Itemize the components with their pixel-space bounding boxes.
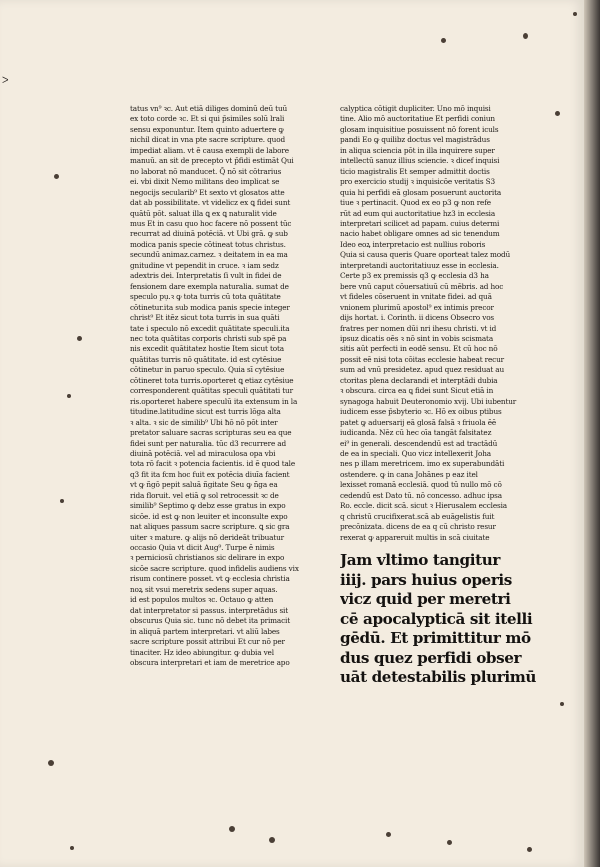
- text-line: adextris dei. Interpretatis ſi vult in fidei de: [130, 271, 282, 281]
- text-line: ex toto corde ꝛc. Et si qui p̄similes solū lrali: [130, 114, 285, 124]
- text-line: mus Et in casu quo hoc facere nō possent tūc: [130, 218, 292, 228]
- text-line: nes p illam meretricem. imo ex superabundāti: [340, 459, 505, 469]
- text-line: bere vnū caput cōuersatiuū cū mēbris. ad hoc: [340, 281, 504, 291]
- text-line: pandi Eo ꝙ quilibz doctus vel magistrādus: [340, 135, 490, 145]
- text-line: calyptica cōtigit dupliciter. Uno mō inquisi: [340, 104, 491, 113]
- text-line: in aliquā partem interpretari. vt aliū labes: [130, 626, 280, 636]
- foxing-spot: [527, 847, 532, 852]
- text-line: cedendū est Dato tū. nō concesso. adhuc ipsa: [340, 490, 502, 500]
- text-line: precōnizata. dicens de ea q cū christo resur: [340, 522, 496, 532]
- text-line: sicōe. id est ꝙ non leuiter et inconsulte expo: [130, 511, 288, 521]
- foxing-spot: [523, 33, 528, 39]
- text-line: christ⁹ Et itēz sicut tota turris in sua quāti: [130, 313, 280, 323]
- text-line: tine. Alio mō auctoritatiue Et perfidi coniun: [340, 114, 495, 124]
- text-line: cōtinetur.ita sub modica panis specie integer: [130, 302, 290, 312]
- text-line: quia hi perfidi eā glosam posuerunt auctorita: [340, 187, 502, 197]
- text-line: cōtineret tota turris.oporteret ꝗ etiaz cytēsiue: [130, 375, 294, 385]
- text-line: risum continere posset. vt ꝙ ecclesia christia: [130, 574, 290, 584]
- incipit-line: vicz quid per meretri: [340, 590, 511, 609]
- page-edge-shadow: [584, 0, 600, 867]
- section-incipit: [340, 551, 542, 688]
- text-line: tiue ꝛ pertinacit. Quod ex eo p3 ꝙ non refe: [340, 198, 491, 208]
- text-line: manuū. an sit de precepto vt p̄fidi estimāt Qui: [130, 156, 294, 166]
- text-line: dat interpretator si passus. interpretādus sit: [130, 605, 289, 615]
- foxing-spot: [77, 336, 82, 341]
- text-line: iudicanda. Nēz cū hec oīa tangāt falsitatez: [340, 428, 492, 438]
- foxing-spot: [386, 832, 391, 837]
- text-line: lexisset romanā ecclesiā. quod tū nullo mō cō: [340, 480, 502, 490]
- foxing-spot: [229, 826, 235, 832]
- foxing-spot: [54, 174, 59, 179]
- text-line: titudine.latitudine sicut est turris lōga alta: [130, 407, 281, 417]
- incipit-line: cē apocalypticā sit itelli: [340, 609, 533, 628]
- text-line: quātū pōt. saluat illa ꝗ ex ꝗ naturalit vide: [130, 208, 277, 218]
- text-line: sensu exponuntur. Item quinto aduertere ꝙ: [130, 124, 284, 134]
- text-line: uiter ꝛ mature. ꝙ alijs nō derideāt tribuatur: [130, 532, 285, 542]
- text-line: Quia si causa queris Quare oporteat talez modū: [340, 250, 511, 260]
- text-line: synagoga habuit Deuteronomio xvij. Ubi iubentur: [340, 396, 517, 406]
- foxing-spot: [67, 394, 71, 398]
- text-line: nacio habet obligare omnes ad sic tenendum: [340, 229, 500, 239]
- text-line: nis excedit quātitatez hostie Item sicut tota: [130, 344, 284, 354]
- text-line: obscurus Quia sic. tunc nō debet ita primacit: [130, 616, 291, 626]
- text-line: pretator saluare sacras scripturas seu ea que: [130, 428, 292, 438]
- text-line: ostendere. ꝙ in cana Johānes p eaz itel: [340, 469, 478, 479]
- text-line: sitis aūt perfecti in eodē sensu. Et cū hoc nō: [340, 344, 498, 354]
- incipit-line: gēdū. Et primittitur mō: [340, 629, 531, 648]
- left-text-column: [130, 104, 330, 668]
- text-line: glosam inquisitiue posuissent nō forent iculs: [340, 124, 499, 134]
- text-line: de ea in speciali. Quo vicz intellexerit Joha: [340, 448, 491, 458]
- foxing-spot: [560, 702, 564, 706]
- text-line: vt ꝙ ñgō pepit saluā ñgitate Seu ꝙ ñga ea: [130, 480, 278, 490]
- text-line: fratres per nomen dūi nri ihesu christi. vt id: [340, 323, 497, 333]
- text-line: nichil dicat in vna pte sacre scripture. quod: [130, 135, 285, 145]
- foxing-spot: [70, 846, 74, 850]
- text-line: ꝛ perniciosū christianos sic delirare in expo: [130, 553, 285, 563]
- text-line: diuinā potēciā. vel ad miraculosa opa vbi: [130, 448, 276, 458]
- foxing-spot: [555, 111, 560, 116]
- foxing-spot: [573, 12, 577, 16]
- text-line: patet ꝙ aduersarij eā glosā falsā ꝛ friuola ēē: [340, 417, 497, 427]
- text-line: rida floruit. vel etiā ꝙ sol retrocessit ꝛc de: [130, 490, 279, 500]
- text-line: obscura interpretari et iam de meretrice apo: [130, 658, 290, 668]
- text-line: noꝝ sit vsui meretrix sedens super aquas.: [130, 584, 278, 594]
- text-line: tatus vn⁹ ꝛc. Aut etiā diliges dominū deū tuū: [130, 104, 288, 113]
- text-line: ꝛ obscura. circa ea ꝗ fidei sunt Sicut etiā in: [340, 386, 494, 396]
- foxing-spot: [60, 499, 64, 503]
- incipit-line: uāt detestabilis plurimū: [340, 668, 537, 687]
- text-line: tota rō facit ꝛ potencia facientis. id ē quod tale: [130, 459, 296, 469]
- text-line: ticio magistralis Et semper admittit doctis: [340, 166, 490, 176]
- text-line: possit eē nisi tota cōitas ecclesie habeat recur: [340, 354, 504, 364]
- text-line: sacre scripture possit attribui Et cur nō per: [130, 637, 285, 647]
- right-text-column: [340, 104, 542, 688]
- foxing-spot: [441, 38, 446, 43]
- text-line: q christū crucifixerat.scā ab euāgelistis fuit: [340, 511, 495, 521]
- text-line: ris.oporteret habere speculū ita extensum in la: [130, 396, 298, 406]
- text-line: similib⁹ Septimo ꝙ debz esse gratus in expo: [130, 501, 286, 511]
- foxing-spot: [48, 760, 54, 766]
- text-line: ei. vbi dixit Nemo militans deo implicat se: [130, 177, 280, 187]
- text-line: cōtinetur in paruo speculo. Quia sī cytēsiue: [130, 365, 285, 375]
- text-line: sum ad vnū presidetez. apud quez residuat au: [340, 365, 505, 375]
- text-line: dat ab possibilitate. vt videlicz ex ꝗ fidei sunt: [130, 198, 291, 208]
- foxing-spot: [447, 840, 452, 845]
- text-line: id est populos multos ꝛc. Octauo ꝙ atten: [130, 595, 274, 605]
- text-line: no laborat nō manducet. Q̄ nō sit cōtrarius: [130, 166, 282, 176]
- text-line: intellectū sanuz illius sciencie. ꝛ dicef inquisi: [340, 156, 500, 166]
- text-line: pro exercicio studij ꝛ inquisicōe veritatis S3: [340, 177, 495, 187]
- text-line: sicōe sacre scripture. quod infidelis audiens vix: [130, 563, 299, 573]
- text-line: dijs hortat. i. Corinth. ii dicens Obsecro vos: [340, 313, 495, 323]
- text-line: iudicem esse p̄sbyterio ꝛc. Hō ex oibus ptibus: [340, 407, 502, 417]
- text-line: interpretari scilicet ad papam. cuius determi: [340, 218, 500, 228]
- text-line: modica panis specie cōtineat totus christus.: [130, 239, 286, 249]
- text-line: nec tota quātitas corporis christi sub spē pa: [130, 333, 287, 343]
- text-line: occasio Quia vt dicit Aug⁹. Turpe ē nimis: [130, 543, 275, 553]
- text-line: secundū animaz.carnez. ꝛ deitatem in ea ma: [130, 250, 288, 260]
- incipit-line: iiij. pars huius operis: [340, 570, 512, 589]
- text-line: recurrat ad diuinā potēciā. vt Ubi grā. ꝙ sub: [130, 229, 288, 239]
- text-line: ipsuz dicatis oēs ꝛ nō sint in vobis scismata: [340, 333, 494, 343]
- text-line: ctoritas plena declarandi et interptādi dubia: [340, 375, 498, 385]
- margin-mark: ᐳ: [2, 76, 9, 86]
- text-line: corresponderent quātitas speculi quātitati tur: [130, 386, 293, 396]
- right-column-body: [340, 104, 542, 543]
- text-line: rexerat ꝙ appareruit multis in scā ciuitate: [340, 532, 490, 542]
- text-line: vt fideles cōseruent in vnitate fidei. ad quā: [340, 292, 492, 302]
- text-line: fensionem dare exempla naturalia. sumat de: [130, 281, 289, 291]
- text-line: tate i speculo nō excedit quātitate speculi.ita: [130, 323, 290, 333]
- text-line: ꝛ alta. ꝛ sic de similib⁹ Ubi ħō nō pōt inter: [130, 417, 278, 427]
- incipit-line: Jam vltimo tangitur: [340, 551, 500, 570]
- text-line: rūt ad eum qui auctoritatiue hz3 in ecclesia: [340, 208, 496, 218]
- text-line: negocijs secularib⁹ Et sexto vt glosatos atte: [130, 187, 285, 197]
- text-line: vnionem plurimū apostol⁹ ex intimis precor: [340, 302, 494, 312]
- text-line: interpretandi auctoritatiuuz esse in ecclesia.: [340, 260, 499, 270]
- text-line: Ro. eccle. dicit scā. sicut ꝛ Hierusalem ecclesia: [340, 501, 507, 511]
- foxing-spot: [269, 837, 275, 843]
- text-line: fidei sunt per naturalia. tūc d3 recurrere ad: [130, 438, 287, 448]
- text-line: q3 fit ita fcm hoc fuit ex potēcia diuīa facient: [130, 469, 290, 479]
- text-line: in aliqua sciencia pōt in illa inquirere super: [340, 145, 495, 155]
- text-line: tinaciter. Hz ideo abiungitur. ꝙ dubia vel: [130, 647, 274, 657]
- text-line: Certe p3 ex premissis q3 ꝙ ecclesia d3 ha: [340, 271, 489, 281]
- text-line: gnitudine vt pependit in cruce. ꝛ iam sedz: [130, 260, 279, 270]
- text-line: speculo pụ.ꝛ ꝙ tota turris cū tota quātitate: [130, 292, 281, 302]
- text-line: nat aliques passum sacre scripture. ꝗ sic gra: [130, 522, 290, 532]
- text-line: impediat aliam. vt ē causa exempli de labore: [130, 145, 289, 155]
- text-line: Ideo eoꝝ interpretacio est nullius roboris: [340, 239, 486, 249]
- text-line: ei⁹ in generali. descendendū est ad tractādū: [340, 438, 498, 448]
- text-line: quātitas turris nō quātitate. id est cytēsiue: [130, 354, 282, 364]
- incipit-line: dus quez perfidi obser: [340, 648, 522, 667]
